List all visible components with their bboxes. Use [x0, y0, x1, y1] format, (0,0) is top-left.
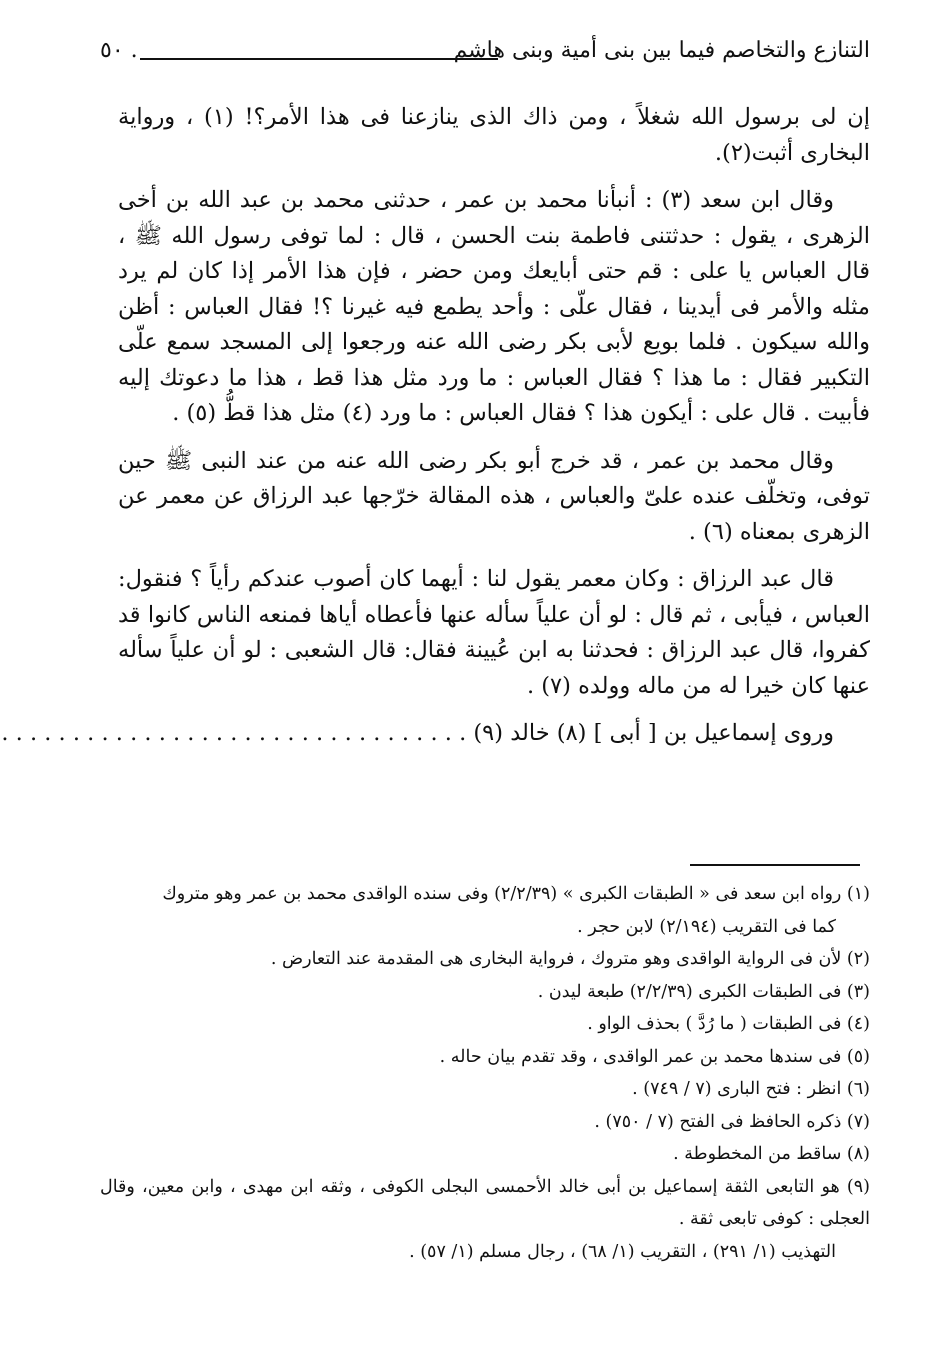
footnote-9: (٩) هو التابعى الثقة إسماعيل بن أبى خالد الأحمسى البجلى الكوفى ، وثقه ابن مهدى ، وابن معين، وقال العجلى : كوفى تابعى ثقة . — [100, 1176, 870, 1229]
footnotes — [100, 878, 870, 1268]
main-text — [1, 100, 870, 764]
footnote-2: (٢) لأن فى الرواية الواقدى وهو متروك ، فرواية البخارى هى المقدمة عند التعارض . — [270, 949, 870, 969]
footnote-1: (١) رواه ابن سعد فى « الطبقات الكبرى » (٢/٢/٣٩) وفى سنده الواقدى محمد بن عمر وهو متروك — [162, 884, 870, 904]
footnote-7: (٧) ذكره الحافظ فى الفتح (٧ / ٧٥٠) . — [594, 1111, 870, 1132]
footnote-3: (٣) فى الطبقات الكبرى (٢/٢/٣٩) طبعة ليدن . — [537, 981, 870, 1002]
paragraph-2: وقال ابن سعد (٣) : أنبأنا محمد بن عمر ، حدثنى محمد بن عبد الله بن أخى الزهرى ، يقول : حدثتنى فاطمة بنت الحسن ، قال : لما توفى رسول الله ﷺ ، قال العباس يا على : قم حتى أبايعك ومن حضر ، فإن هذا الأمر إذا كان لم يرد مثله والأمر فى أيدينا ، فقال علّى : وأحد يطمع فيه غيرنا ؟! فقال العباس : أظن والله سيكون . فلما بويع لأبى بكر رضى الله عنه ورجعوا إلى المسجد سمع علّى التكبير فقال : ما هذا ؟ فقال العباس : ما ورد مثل هذا قط ، هذا ما دعوتك إليه فأبيت . قال على : أيكون هذا ؟ فقال العباس : ما ورد (٤) مثل هذا قطُّ (٥) . — [118, 187, 870, 426]
paragraph-5: وروى إسماعيل بن [ أبى ] (٨) خالد (٩) . . . . . . . . . . . . . . . . . . . . . . . . . . . . . . . . . — [1, 720, 834, 746]
footnote-8: (٨) ساقط من المخطوطة . — [673, 1144, 870, 1164]
paragraph-3: وقال محمد بن عمر ، قد خرج أبو بكر رضى الله عنه من عند النبى ﷺ حين توفى، وتخلّف عنده علىّ والعباس ، هذه المقالة خرّجها عبد الرزاق عن معمر عن الزهرى بمعناه (٦) . — [118, 447, 870, 545]
footnote-6: (٦) انظر : فتح البارى (٧ / ٧٤٩) . — [632, 1079, 870, 1099]
footnote-9-continuation: التهذيب (١/ ٢٩١) ، التقريب (١/ ٦٨) ، رجال مسلم (١/ ٥٧) . — [409, 1241, 836, 1262]
footnote-5: (٥) فى سندها محمد بن عمر الواقدى ، وقد تقدم بيان حاله . — [439, 1046, 870, 1067]
header-rule — [140, 58, 498, 60]
footnote-1-continuation: كما فى التقريب (٢/١٩٤) لابن حجر . — [577, 916, 836, 937]
paragraph-1: إن لى برسول الله شغلاً ، ومن ذاك الذى ينازعنا فى هذا الأمر؟! (١) ، ورواية البخارى أثبت(٢). — [118, 104, 870, 166]
running-header — [100, 38, 870, 78]
footnote-4: (٤) فى الطبقات ( ما رُدَّ ) بحذف الواو . — [587, 1014, 870, 1034]
header-title: التنازع والتخاصم فيما بين بنى أمية وبنى هاشم — [453, 38, 870, 63]
footnote-separator — [690, 864, 860, 866]
page-number: ٥٠ . — [100, 38, 138, 63]
paragraph-4: قال عبد الرزاق : وكان معمر يقول لنا : أيهما كان أصوب عندكم رأياً ؟ فنقول: العباس ، فيأبى ، ثم قال : لو أن علياً سأله عنها فأعطاه أياها فمنعه الناس كانوا قد كفروا، قال عبد الرزاق : فحدثنا به ابن عُيينة فقال: قال الشعبى : لو أن علياً سأله عنها كان خيرا له من ماله وولده (٧) . — [118, 566, 870, 699]
